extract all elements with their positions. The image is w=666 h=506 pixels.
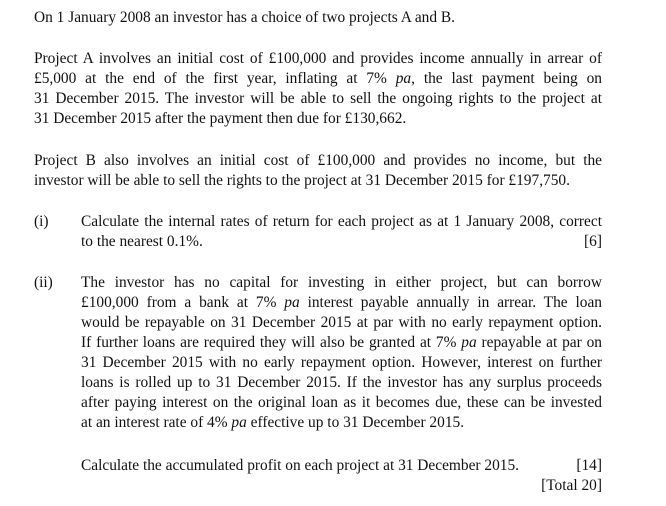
question-i-marks-line	[81, 232, 602, 252]
project-a-paragraph	[34, 49, 602, 129]
question-ii-line-7: after paying interest on the original loan as it becomes due, these can be invested	[81, 394, 602, 411]
question-i-line-1: Calculate the internal rates of return for each project as at 1 January 2008, correct	[81, 213, 602, 230]
question-number: (ii)	[34, 274, 53, 291]
question-body	[81, 273, 602, 433]
question-number: (i)	[34, 213, 49, 230]
question-ii-line-4: If further loans are required they will also be granted at 7% pa repayable at par on	[81, 334, 602, 351]
total-marks: [Total 20]	[541, 477, 602, 494]
intro-paragraph	[34, 8, 602, 28]
project-a-line-3: 31 December 2015. The investor will be able to sell the ongoing rights to the project at	[34, 90, 602, 107]
question-ii-final-text: Calculate the accumulated profit on each project at 31 December 2015.	[81, 457, 520, 474]
question-ii-line-5: 31 December 2015 with no early repayment option. However, interest on further	[81, 354, 602, 371]
intro-line: On 1 January 2008 an investor has a choice of two projects A and B.	[34, 9, 456, 26]
question-ii-line-2: £100,000 from a bank at 7% pa interest payable annually in arrear. The loan	[81, 294, 602, 311]
marks-label: [6]	[584, 233, 602, 250]
project-b-line-1: Project B also involves an initial cost of £100,000 and provides no income, but the	[34, 152, 602, 169]
question-ii-line-8: at an interest rate of 4% pa effective up to 31 December 2015.	[81, 414, 465, 431]
project-b-paragraph	[34, 151, 602, 191]
question-ii-line-6: loans is rolled up to 31 December 2015. If the investor has any surplus proceeds	[81, 374, 602, 391]
marks-label: [14]	[576, 457, 602, 474]
project-a-line-2: £5,000 at the end of the first year, inflating at 7% pa, the last payment being on	[34, 70, 602, 87]
project-a-line-1: Project A involves an initial cost of £100,000 and provides income annually in arrear of	[34, 50, 602, 67]
question-ii-marks-line	[81, 456, 602, 476]
project-b-line-2: investor will be able to sell the rights to the project at 31 December 2015 for £197,750.	[34, 172, 570, 189]
question-ii-line-3: would be repayable on 31 December 2015 at par with no early repayment option.	[81, 314, 602, 331]
question-ii-line-1: The investor has no capital for investing in either project, but can borrow	[81, 274, 602, 291]
question-ii-final	[81, 456, 602, 496]
question-i-line-2: to the nearest 0.1%.	[81, 233, 203, 250]
project-a-line-4: 31 December 2015 after the payment then due for £130,662.	[34, 110, 407, 127]
question-body	[81, 212, 602, 252]
